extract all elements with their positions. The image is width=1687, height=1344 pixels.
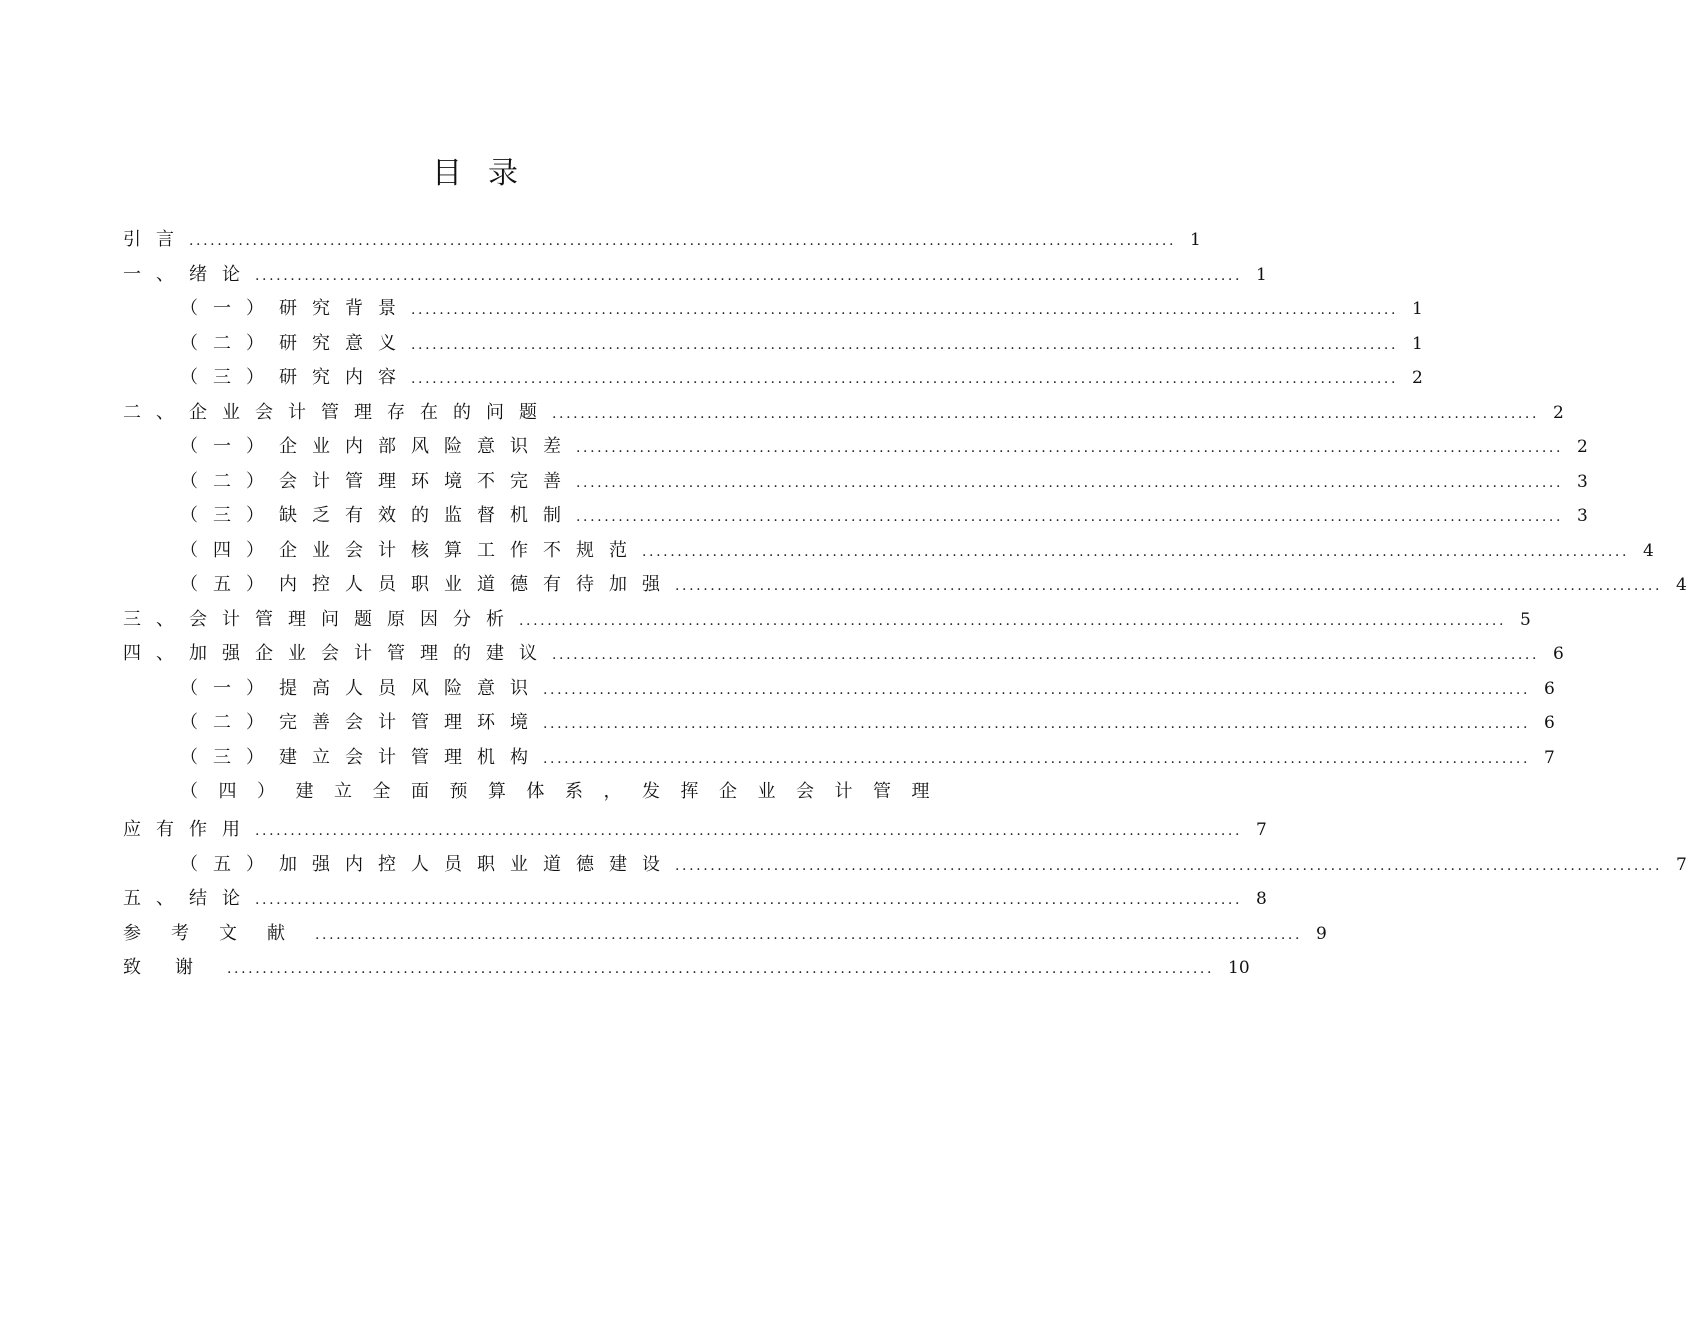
- toc-leader-dots: ............................................................................................................................................: [576, 474, 1564, 491]
- table-of-contents: [123, 223, 1687, 986]
- toc-entry[interactable]: [123, 706, 1555, 741]
- toc-entry-label: （二）会计管理环境不完善: [180, 470, 576, 492]
- toc-entry-label: （五）加强内控人员职业道德建设: [180, 853, 675, 875]
- toc-entry-label: 五、结论: [123, 888, 255, 909]
- toc-entry-page: 6: [1553, 644, 1564, 664]
- toc-entry-page: 8: [1256, 889, 1267, 909]
- toc-entry-page: 2: [1577, 437, 1588, 457]
- toc-entry[interactable]: [123, 258, 1267, 293]
- toc-entry[interactable]: [123, 882, 1267, 917]
- toc-entry-label: 一、绪论: [123, 263, 255, 285]
- toc-entry-label: （三）研究内容: [180, 367, 411, 388]
- toc-entry[interactable]: [123, 534, 1654, 569]
- toc-leader-dots: ............................................................................................................................................: [189, 233, 1177, 249]
- toc-entry[interactable]: [123, 292, 1423, 327]
- toc-entry-page: 1: [1412, 299, 1423, 319]
- toc-entry[interactable]: [123, 848, 1687, 883]
- toc-title: 目录: [432, 156, 544, 191]
- toc-leader-dots: ............................................................................................................................................: [255, 892, 1243, 908]
- toc-leader-dots: ............................................................................................................................................: [552, 405, 1540, 422]
- toc-leader-dots: ............................................................................................................................................: [411, 302, 1399, 318]
- toc-entry-page: 7: [1676, 854, 1687, 875]
- toc-leader-dots: ............................................................................................................................................: [255, 823, 1243, 839]
- toc-entry-label: 三、会计管理问题原因分析: [123, 608, 519, 630]
- toc-entry-label: （四）企业会计核算工作不规范: [180, 539, 642, 561]
- toc-leader-dots: ............................................................................................................................................: [543, 681, 1531, 698]
- toc-leader-dots: ............................................................................................................................................: [675, 578, 1663, 594]
- toc-entry[interactable]: [123, 361, 1423, 396]
- toc-leader-dots: ............................................................................................................................................: [552, 647, 1540, 663]
- toc-entry-label: （五）内控人员职业道德有待加强: [180, 574, 675, 595]
- toc-entry-label: 四、加强企业会计管理的建议: [123, 643, 552, 664]
- toc-leader-dots: ............................................................................................................................................: [519, 612, 1507, 629]
- toc-leader-dots: ............................................................................................................................................: [315, 926, 1303, 943]
- toc-entry-page: 1: [1412, 333, 1423, 354]
- toc-entry[interactable]: [123, 672, 1555, 707]
- toc-entry-wrapped-line2[interactable]: [123, 813, 1267, 848]
- toc-entry-label: （一）企业内部风险意识差: [180, 436, 576, 457]
- toc-entry-page: 4: [1643, 540, 1654, 561]
- toc-leader-dots: ............................................................................................................................................: [255, 267, 1243, 284]
- toc-entry-label: （一）提高人员风险意识: [180, 677, 543, 699]
- toc-entry-page: 3: [1577, 506, 1588, 526]
- toc-entry[interactable]: [123, 951, 1250, 986]
- toc-entry-page: 6: [1544, 713, 1555, 733]
- toc-entry-label: （一）研究背景: [180, 298, 411, 319]
- toc-leader-dots: ............................................................................................................................................: [411, 371, 1399, 387]
- toc-entry[interactable]: [123, 396, 1564, 431]
- toc-entry-label: 参考文献: [123, 922, 315, 944]
- toc-leader-dots: ............................................................................................................................................: [642, 543, 1630, 560]
- toc-leader-dots: ............................................................................................................................................: [227, 961, 1215, 977]
- toc-entry-page: 6: [1544, 678, 1555, 699]
- toc-entry-page: 10: [1228, 958, 1250, 978]
- toc-leader-dots: ............................................................................................................................................: [675, 857, 1663, 874]
- toc-entry[interactable]: [123, 430, 1588, 465]
- toc-entry-label: 引言: [123, 229, 189, 250]
- toc-entry[interactable]: [123, 603, 1531, 638]
- toc-entry-page: 3: [1577, 471, 1588, 492]
- toc-leader-dots: ............................................................................................................................................: [576, 509, 1564, 525]
- toc-entry-label: （二）研究意义: [180, 332, 411, 354]
- toc-entry-page: 2: [1412, 368, 1423, 388]
- toc-entry-page: 5: [1520, 609, 1531, 630]
- toc-leader-dots: ............................................................................................................................................: [411, 336, 1399, 353]
- toc-entry-page: 1: [1190, 230, 1201, 250]
- toc-leader-dots: ............................................................................................................................................: [543, 750, 1531, 767]
- toc-leader-dots: ............................................................................................................................................: [576, 440, 1564, 456]
- toc-entry-label: （四）建立全面预算体系，发挥企业会计管理: [180, 781, 950, 802]
- toc-leader-dots: ............................................................................................................................................: [543, 716, 1531, 732]
- toc-entry[interactable]: [123, 741, 1555, 776]
- toc-entry-label: （二）完善会计管理环境: [180, 712, 543, 733]
- toc-entry-page: 1: [1256, 264, 1267, 285]
- toc-entry-label: 致谢: [123, 957, 227, 978]
- toc-entry[interactable]: [123, 223, 1201, 258]
- toc-entry-label: （三）建立会计管理机构: [180, 746, 543, 768]
- toc-entry-label: （三）缺乏有效的监督机制: [180, 505, 576, 526]
- toc-entry-page: 7: [1544, 747, 1555, 768]
- toc-entry[interactable]: [123, 637, 1564, 672]
- toc-entry[interactable]: [123, 499, 1588, 534]
- toc-entry-label: 二、企业会计管理存在的问题: [123, 401, 552, 423]
- toc-entry[interactable]: [123, 917, 1327, 952]
- toc-entry[interactable]: [123, 327, 1423, 362]
- toc-entry[interactable]: [123, 568, 1687, 603]
- toc-entry-page: 2: [1553, 402, 1564, 423]
- toc-entry-page: 7: [1256, 820, 1267, 840]
- toc-entry-page: 9: [1316, 923, 1327, 944]
- toc-entry-label: 应有作用: [123, 819, 255, 840]
- toc-entry-wrapped-line1[interactable]: [123, 775, 950, 813]
- toc-entry[interactable]: [123, 465, 1588, 500]
- toc-entry-page: 4: [1676, 575, 1687, 595]
